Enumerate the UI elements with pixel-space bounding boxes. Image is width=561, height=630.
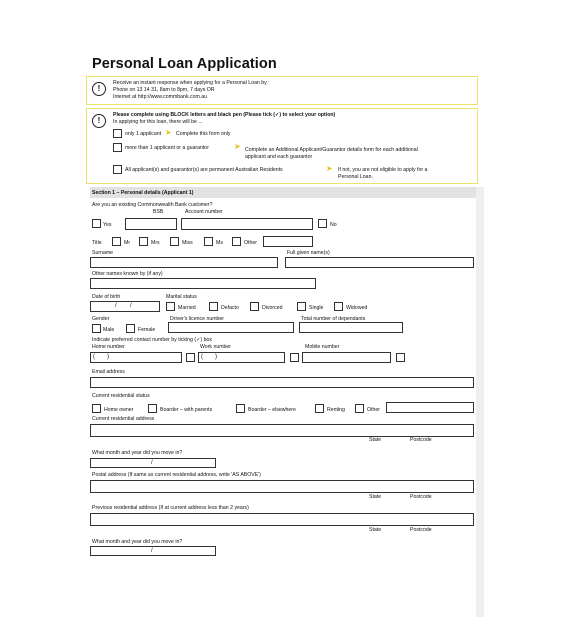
marital-single-checkbox[interactable] (297, 302, 306, 311)
postal-address-input[interactable] (90, 480, 474, 493)
notice1-line2: Phone on 13 14 31, 8am to 8pm, 7 days OR (113, 87, 215, 93)
title-miss-checkbox[interactable] (170, 237, 179, 246)
opt1-label: only 1 applicant (125, 131, 162, 137)
postcode-label: Postcode (410, 527, 432, 533)
home-number-label: Home number (92, 344, 125, 350)
email-label: Email address (92, 369, 125, 375)
side-margin-rule (476, 187, 484, 617)
gender-female-checkbox[interactable] (126, 324, 135, 333)
arrow-right-icon: ➤ (326, 164, 333, 173)
gender-label: Gender (92, 316, 110, 322)
marital-widowed-checkbox[interactable] (334, 302, 343, 311)
moved-in-input[interactable] (90, 458, 216, 468)
marital-widowed-label: Widowed (346, 305, 368, 311)
given-names-input[interactable] (285, 257, 474, 268)
moved-in-input-2[interactable] (90, 546, 216, 556)
work-number-label: Work number (200, 344, 232, 350)
bsb-input[interactable] (125, 218, 177, 230)
home-number-input[interactable] (90, 352, 182, 363)
opt2-label: more than 1 applicant or a guarantor (125, 145, 209, 151)
res-boarder-parents-label: Boarder – with parents (160, 407, 213, 413)
no-label: No (330, 222, 337, 228)
marital-divorced-checkbox[interactable] (250, 302, 259, 311)
title-label: Title (92, 240, 102, 246)
arrow-right-icon: ➤ (234, 142, 241, 151)
info-icon: ! (92, 82, 106, 96)
info-icon: ! (92, 114, 106, 128)
yes-label: Yes (103, 222, 112, 228)
mobile-number-label: Mobile number (305, 344, 340, 350)
marital-married-label: Married (178, 305, 196, 311)
home-number-preferred-checkbox[interactable] (186, 353, 195, 362)
title-miss-label: Miss (182, 240, 193, 246)
res-other-label: Other (367, 407, 380, 413)
postcode-label: Postcode (410, 494, 432, 500)
res-boarder-elsewhere-label: Boarder – elsewhere (248, 407, 296, 413)
marital-married-checkbox[interactable] (166, 302, 175, 311)
opt3-action-l1: If not, you are not eligible to apply for a (338, 167, 428, 173)
res-renting-label: Renting (327, 407, 345, 413)
state-label: State (369, 437, 382, 443)
area-code-open: ( (93, 354, 95, 360)
opt3-action-l2: Personal Loan. (338, 174, 373, 180)
state-label: State (369, 527, 382, 533)
dob-label: Date of birth (92, 294, 121, 300)
res-home-owner-label: Home owner (104, 407, 134, 413)
res-boarder-elsewhere-checkbox[interactable] (236, 404, 245, 413)
opt2-action-l2: applicant and each guarantor (245, 154, 313, 160)
previous-address-input[interactable] (90, 513, 474, 526)
marital-divorced-label: Divorced (262, 305, 283, 311)
work-number-preferred-checkbox[interactable] (290, 353, 299, 362)
moved-in-label-2: What month and year did you move in? (92, 539, 183, 545)
residential-status-label: Current residential status (92, 393, 150, 399)
work-number-input[interactable] (198, 352, 285, 363)
opt3-label: All applicant(s) and guarantor(s) are permanent Australian Residents (125, 167, 283, 173)
title-other-label: Other (244, 240, 257, 246)
gender-male-checkbox[interactable] (92, 324, 101, 333)
title-mrs-label: Mrs (151, 240, 160, 246)
postcode-label: Postcode (410, 437, 432, 443)
area-code-open: ( (201, 354, 203, 360)
only-one-applicant-checkbox[interactable] (113, 129, 122, 138)
title-mr-label: Mr (124, 240, 131, 246)
postal-address-label: Postal address (If same as current residential address, write 'AS ABOVE') (92, 472, 261, 478)
other-names-input[interactable] (90, 278, 316, 289)
date-separator: / (151, 548, 153, 554)
dob-separator: / (130, 303, 132, 309)
surname-label: Surname (92, 250, 114, 256)
moved-in-label: What month and year did you move in? (92, 450, 183, 456)
australian-residents-checkbox[interactable] (113, 165, 122, 174)
notice1-line1: Receive an instant response when applying for a Personal Loan by : (113, 80, 270, 86)
title-mrs-checkbox[interactable] (139, 237, 148, 246)
title-other-input[interactable] (263, 236, 313, 247)
mobile-number-input[interactable] (302, 352, 391, 363)
marital-defacto-label: Defacto (221, 305, 239, 311)
gender-female-label: Female (138, 327, 156, 333)
notice2-line2: In applying for this loan, there will be ... (113, 119, 203, 125)
mobile-number-preferred-checkbox[interactable] (396, 353, 405, 362)
dependants-input[interactable] (299, 322, 403, 333)
other-names-label: Other names known by (if any) (92, 271, 163, 277)
licence-input[interactable] (168, 322, 294, 333)
res-other-checkbox[interactable] (355, 404, 364, 413)
bsb-label: BSB (153, 209, 164, 215)
dependants-label: Total number of dependants (301, 316, 366, 322)
title-ms-label: Ms (216, 240, 223, 246)
page-title: Personal Loan Application (92, 56, 277, 72)
current-address-input[interactable] (90, 424, 474, 437)
current-address-label: Current residential address (92, 416, 155, 422)
existing-customer-no-checkbox[interactable] (318, 219, 327, 228)
title-mr-checkbox[interactable] (112, 237, 121, 246)
notice1-line3: Internet at http://www.commbank.com.au (113, 94, 207, 100)
previous-address-label: Previous residential address (If at current address less than 2 years) (92, 505, 249, 511)
notice2-line1: Please complete using BLOCK letters and black pen (Please tick (✓) to select your option) (113, 112, 336, 118)
account-number-label: Account number (185, 209, 223, 215)
res-boarder-parents-checkbox[interactable] (148, 404, 157, 413)
section-heading: Section 1 – Personal details (Applicant 1) (92, 190, 194, 196)
res-home-owner-checkbox[interactable] (92, 404, 101, 413)
gender-male-label: Male (103, 327, 115, 333)
marital-defacto-checkbox[interactable] (209, 302, 218, 311)
res-other-input[interactable] (386, 402, 474, 413)
res-renting-checkbox[interactable] (315, 404, 324, 413)
arrow-right-icon: ➤ (165, 128, 172, 137)
contact-preference-label: Indicate preferred contact number by ticking (✓) box (92, 337, 212, 343)
area-code-close: ) (107, 354, 109, 360)
opt2-action-l1: Complete an Additional Applicant/Guarantor details form for each additional (245, 147, 418, 153)
given-names-label: Full given name(s) (287, 250, 330, 256)
email-input[interactable] (90, 377, 474, 388)
existing-customer-yes-checkbox[interactable] (92, 219, 101, 228)
licence-label: Driver's licence number (170, 316, 225, 322)
dob-separator: / (115, 303, 117, 309)
more-than-one-applicant-checkbox[interactable] (113, 143, 122, 152)
account-number-input[interactable] (181, 218, 313, 230)
marital-status-label: Marital status (166, 294, 197, 300)
opt1-action: Complete this form only (176, 131, 231, 137)
area-code-close: ) (215, 354, 217, 360)
marital-single-label: Single (309, 305, 324, 311)
title-other-checkbox[interactable] (232, 237, 241, 246)
dob-input[interactable] (90, 301, 160, 312)
surname-input[interactable] (90, 257, 278, 268)
existing-customer-question: Are you an existing Commonwealth Bank customer? (92, 202, 213, 208)
title-ms-checkbox[interactable] (204, 237, 213, 246)
state-label: State (369, 494, 382, 500)
date-separator: / (151, 460, 153, 466)
